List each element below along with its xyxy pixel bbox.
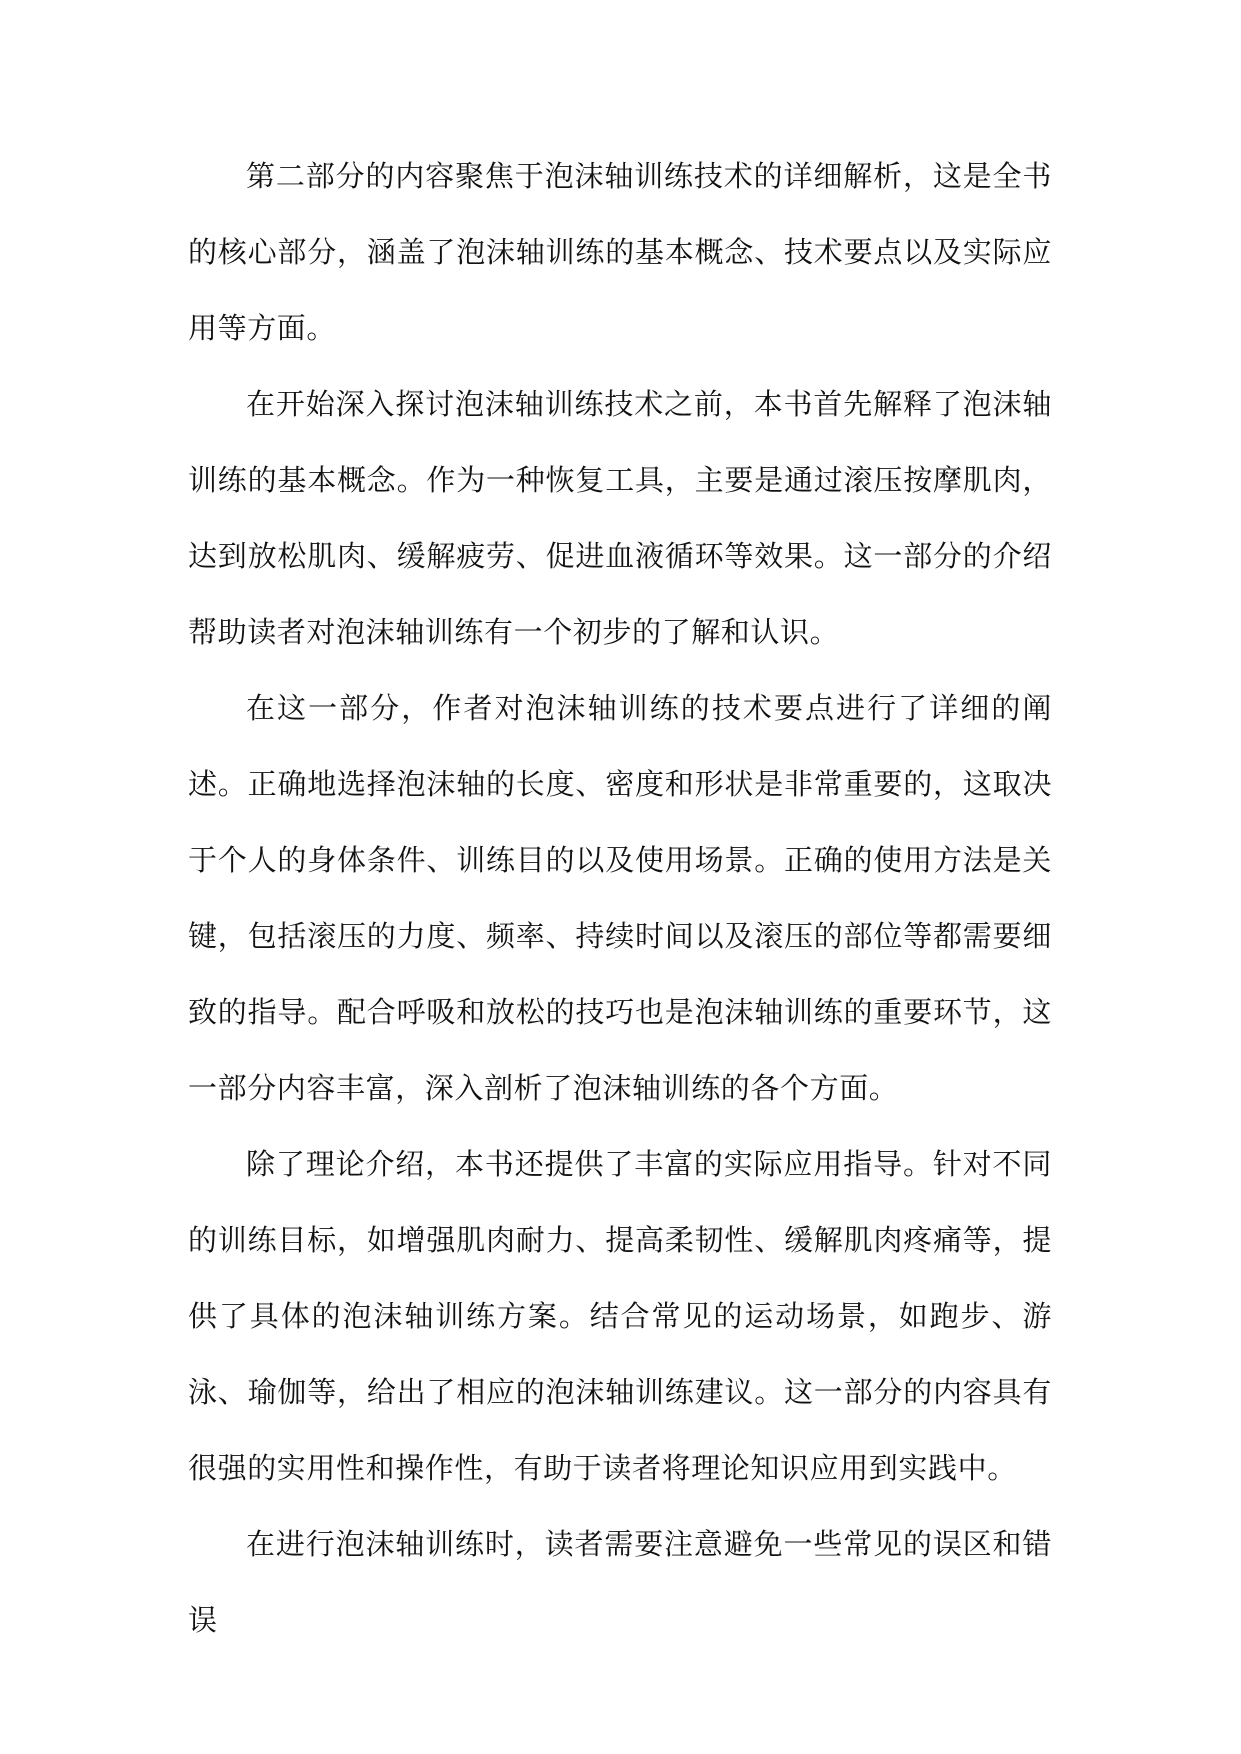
paragraph-3: 在这一部分，作者对泡沫轴训练的技术要点进行了详细的阐述。正确地选择泡沫轴的长度、密度和形状是非常重要的，这取决于个人的身体条件、训练目的以及使用场景。正确的使用方法是关键，包括滚压的力度、频率、持续时间以及滚压的部位等都需要细致的指导。配合呼吸和放松的技巧也是泡沫轴训练的重要环节，这一部分内容丰富，深入剖析了泡沫轴训练的各个方面。 bbox=[188, 691, 1052, 1105]
paragraph-4: 除了理论介绍，本书还提供了丰富的实际应用指导。针对不同的训练目标，如增强肌肉耐力、提高柔韧性、缓解肌肉疼痛等，提供了具体的泡沫轴训练方案。结合常见的运动场景，如跑步、游泳、瑜伽等，给出了相应的泡沫轴训练建议。这一部分的内容具有很强的实用性和操作性，有助于读者将理论知识应用到实践中。 bbox=[188, 1147, 1052, 1485]
paragraph-1: 第二部分的内容聚焦于泡沫轴训练技术的详细解析，这是全书的核心部分，涵盖了泡沫轴训练的基本概念、技术要点以及实际应用等方面。 bbox=[188, 159, 1052, 345]
paragraph-5: 在进行泡沫轴训练时，读者需要注意避免一些常见的误区和错误 bbox=[188, 1527, 1052, 1637]
page-body bbox=[188, 138, 1052, 1658]
paragraph-2: 在开始深入探讨泡沫轴训练技术之前，本书首先解释了泡沫轴训练的基本概念。作为一种恢复工具，主要是通过滚压按摩肌肉，达到放松肌肉、缓解疲劳、促进血液循环等效果。这一部分的介绍帮助读者对泡沫轴训练有一个初步的了解和认识。 bbox=[188, 387, 1052, 649]
